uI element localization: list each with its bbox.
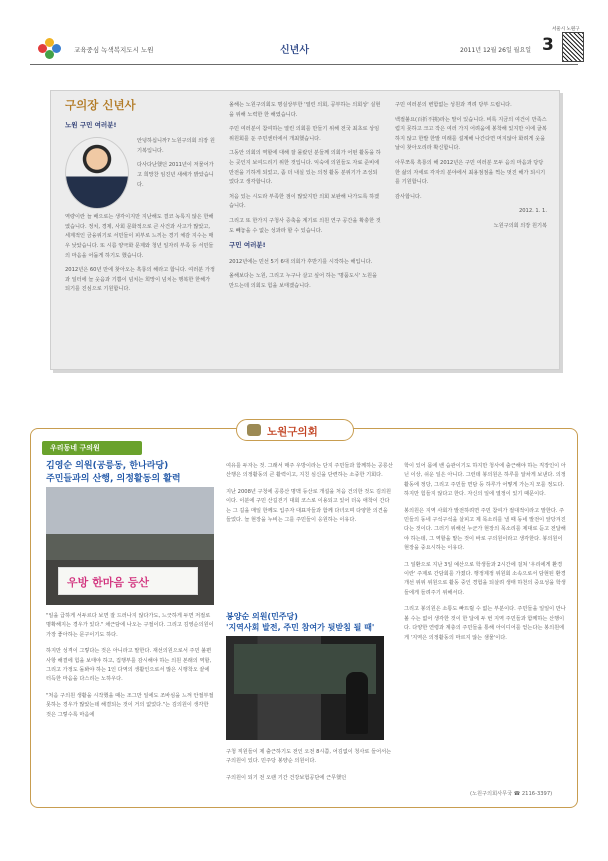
paragraph: 처음 있는 시도라 부족한 점이 많았지만 의회 보완해 나가도록 하겠습니다. [229, 193, 380, 210]
local-councilor-tab: 우리동네 구의원 [42, 441, 142, 455]
letter-column-2 [229, 101, 381, 297]
paragraph: 여유를 두자는 것. 그래서 매주 우방이라는 단지 주민들과 함께하는 공릉산 산행은 의정활동의 큰 활력이고, 지친 심신을 단련하는 소중한 기회다. [226, 463, 393, 479]
paragraph: 역량이란 늘 배으로는 생각이지만 지난해도 결코 녹록지 않은 한해였습니다. 정치, 경제, 사회 문화적으로 큰 사건과 사고가 많았고, 세계적인 금융위기로 서민들이 피부로 느끼는 경기 체감 지수는 매우 낮았습니다. 또 시름 양극화 문제와 청년 일자리 부족 등 서민들의 마음을 어둡게 하기도 했습니다. [65, 214, 214, 259]
nowon-logo-icon [38, 38, 62, 60]
paragraph: 올해보다는 노원, 그리고 누구나 살고 싶어 하는 '명품도시' 노원을 만드는데 의회도 힘을 보태겠습니다. [229, 273, 377, 289]
header-divider [30, 64, 578, 65]
paragraph: 구의원이 되기 전 오랜 기간 건강보험공단에 근무했던 [226, 774, 347, 781]
paragraph: 지난 2008년 구청에 공릉산 명맥 등산로 개설을 처음 건의한 것도 김의원이다. 이분에 구민 산길걷기 대회 코스로 이용되고 있어 더욱 애착이 간다는 그 길을 매일 한께도 입주자 대표자들과 함께 다녀오며 다양한 의견을 들었다. 늘 현장을 누비는 그를 주민들이 응원하는 이유다. [226, 488, 391, 524]
bong-column-2 [226, 748, 394, 790]
paragraph: 올해는 노원구의회도 명실상부한 '열린 의회, 공부하는 의회상' 실현을 위해 노력한 한 해였습니다. [229, 102, 381, 118]
issue-date: 2011년 12월 26일 월요일 [460, 47, 532, 54]
paragraph: 백절불요(百折不撓)라는 말이 있습니다. 비록 지금의 여건이 만족스럽지 못하고 크고 작은 여러 가지 어려움에 봉착해 있지만 이에 굴복하지 않고 한발 한발 미래를 설계해 나간다면 머지않아 화려게 웃을 날이 찾아오리라 확신합니다. [395, 116, 547, 152]
letter-column-3 [395, 101, 547, 237]
paragraph: "처음 구의원 생활을 시작했을 때는 조그만 일에도 조바심을 느껴 안절부절 못하는 경우가 많았는데 해결되는 것이 거의 없었다."는 김의원이 생각한 것은 그렇수록 마음에 [46, 692, 214, 718]
signature: 노원구의회 의장 원기복 [493, 222, 547, 229]
page-number: 3 [542, 35, 554, 55]
bong-name: 봉양순 의원(민주당) [226, 612, 298, 621]
kim-headline: 주민들과의 산행, 의정활동의 활력 [46, 474, 181, 484]
qr-label: 서울시 노원구 [552, 27, 580, 32]
letter-column-1 [65, 98, 215, 300]
council-section-title [236, 419, 354, 441]
slogan: 교육중심 녹색복지도시 노원 [74, 46, 154, 54]
page-header [30, 27, 580, 66]
section-title: 신년사 [280, 45, 309, 56]
qr-code-icon[interactable] [562, 32, 584, 62]
letter-title: 구의장 신년사 [65, 98, 136, 112]
bong-headline: '지역사회 발전, 주민 참여가 뒷받침 될 때' [226, 623, 375, 632]
section-title-text: 노원구의회 [267, 426, 318, 438]
paragraph: 주민 여러분이 참여하는 열린 의회를 만들기 위해 전국 최초로 상임위원회를 둔 주민센터에서 개최했습니다. [229, 126, 380, 142]
paragraph: 2012년에는 민선 5기 6대 의회가 후반기를 시작하는 해입니다. [229, 258, 373, 265]
paragraph: 그동안 의회의 역할에 대해 잘 몰랐던 분들께 의회가 어떤 활동을 하는 곳인지 보여드리기 위한 것입니다. 익숙에 의원들도 자료 준비에 만전을 기하게 되었고, 좀 더 내실 있는 의정 활동 분위기가 조성되었다고 생각합니다. [229, 150, 381, 186]
chairman-portrait [65, 137, 129, 209]
hiking-group-photo [46, 487, 214, 605]
paragraph: 안녕하십니까? 노원구의회 의장 원기복입니다. [137, 138, 215, 154]
bong-headline-block [226, 611, 396, 633]
sign-date: 2012. 1. 1. [518, 208, 547, 215]
paragraph: 다사다난했던 2011년이 저물어가고 희망찬 임진년 새해가 밝았습니다. [137, 162, 214, 188]
hiking-banner: 우방 한마음 등산 [58, 567, 198, 595]
paragraph: 하지만 성격이 그렇다는 것은 아니라고 말한다. 재선의원으로서 주민 불편사항 해결에 힘을 보태야 하고, 집행부를 감시해야 하는 의원 본래의 역할, 그리고 가정도 돌봐야 하는 1인 다역의 생활인으로서 많은 시행착오 끝에 터득한 마음을 다스리는 노하우다. [46, 648, 212, 683]
paragraph: 아무쪼록 흑룡의 해 2012년은 구민 여러분 모두 음의 마음과 당당한 삶의 자세로 각자의 분야에서 최용점점을 찍는 멋진 해가 되시기를 기원합니다. [395, 159, 546, 186]
bong-column-3 [404, 462, 566, 650]
paragraph: "일을 급하게 서두르다 보면 잘 드러나지 않다가도, 느긋하게 두면 저절로 명확해지는 경우가 있다." 채근담에 나오는 구절이다. 그리고 김영순의원이 가장 좋아하는 문구이기도 하다. [46, 613, 214, 638]
paragraph: 구민 여러분의 변함없는 성원과 격려 당부 드립니다. [395, 102, 512, 108]
letter-greeting-2: 구민 여러분! [229, 241, 266, 250]
section-emblem-icon [247, 424, 261, 436]
paragraph: 학이 있어 몸에 밴 습관이기도 하지만 청사에 출근해야 하는 직장인이 아닌 이상, 쉬운 일은 아니다. 그런데 봉의원은 하루를 알차게 보낸다. 의정활동에 정당, 그리고 주민들 면담 등 하루가 어떻게 가는지 모를 정도다. 하지만 힘들지 않다고 한다. 자신의 일에 열정이 있기 때문이다. [404, 463, 566, 498]
speaker-figure [346, 672, 368, 734]
new-year-letter [50, 90, 560, 370]
photo-caption: 구청 직원들이 제 출근하기도 전인 오전 8시쯤, 어김없이 청사로 들어서는 구의원이 있다. 민주당 봉양순 의원이다. [226, 749, 392, 765]
kim-column-1 [46, 612, 214, 727]
paragraph: 감사합니다. [395, 193, 422, 200]
paragraph: 그리고 또 한가지 구청사 증축을 계기로 의원 연구 공간을 확충한 것도 빼놓을 수 없는 성과라 할 수 있습니다. [229, 217, 381, 234]
contact-info: (노원구의회사무국 ☎ 2116-3397) [470, 791, 553, 797]
classroom-photo [226, 636, 384, 740]
paragraph: 봉의원은 지역 사회가 발전하려면 주민 참여가 절대적이라고 말한다. 주민들의 동네 구석구석을 살피고 제 목소리를 낼 때 동네 발전이 앞당겨진다는 것이다. 그러기 위해선 누군가 현장의 목소리를 제대로 듣고 전달해야 하는데, 그 역할을 맡는 것이 바로 구의원이라고 생각한다. 봉의원이 현장을 중요시하는 이유다. [404, 507, 566, 552]
kim-name: 김영순 의원(공릉동, 한나라당) [46, 461, 169, 471]
kim-headline-block [46, 460, 206, 486]
paragraph: 그리고 봉의원은 소통도 빠뜨릴 수 없는 부분이다. 주민들을 일일이 만나 볼 수는 없어 생각한 것이 한 달에 두 번 지역 주민들과 함께하는 산행이다. 다양한 연령과 계층의 주민들을 통해 아이디어를 얻는다는 봉의원에게 '지역은 의정활동의 마르지 않는 샘물'이다. [404, 606, 566, 641]
paragraph: 그 일환으로 지난 3일 예산으로 학생들과 2시간에 걸쳐 '우리에게 환경이란' 주제로 간담회를 가졌다. 행정제정 위원회 소속으로서 담현된 환경개선 위위 위원으로 활동 중인 경험을 되살려 생태 하천의 중요성을 학생들에게 들려주기 위해서다. [404, 561, 566, 596]
paragraph: 2012년은 60년 만에 찾아오는 흑룡의 해라고 합니다. 여러분 가정과 일터에 늘 웃음과 기쁨이 넘치는 희망이 넘치는 행복한 한해가 되기를 진심으로 기원합니다. [65, 267, 215, 293]
letter-greeting: 노원 구민 여러분! [65, 120, 117, 129]
kim-column-2 [226, 462, 394, 532]
